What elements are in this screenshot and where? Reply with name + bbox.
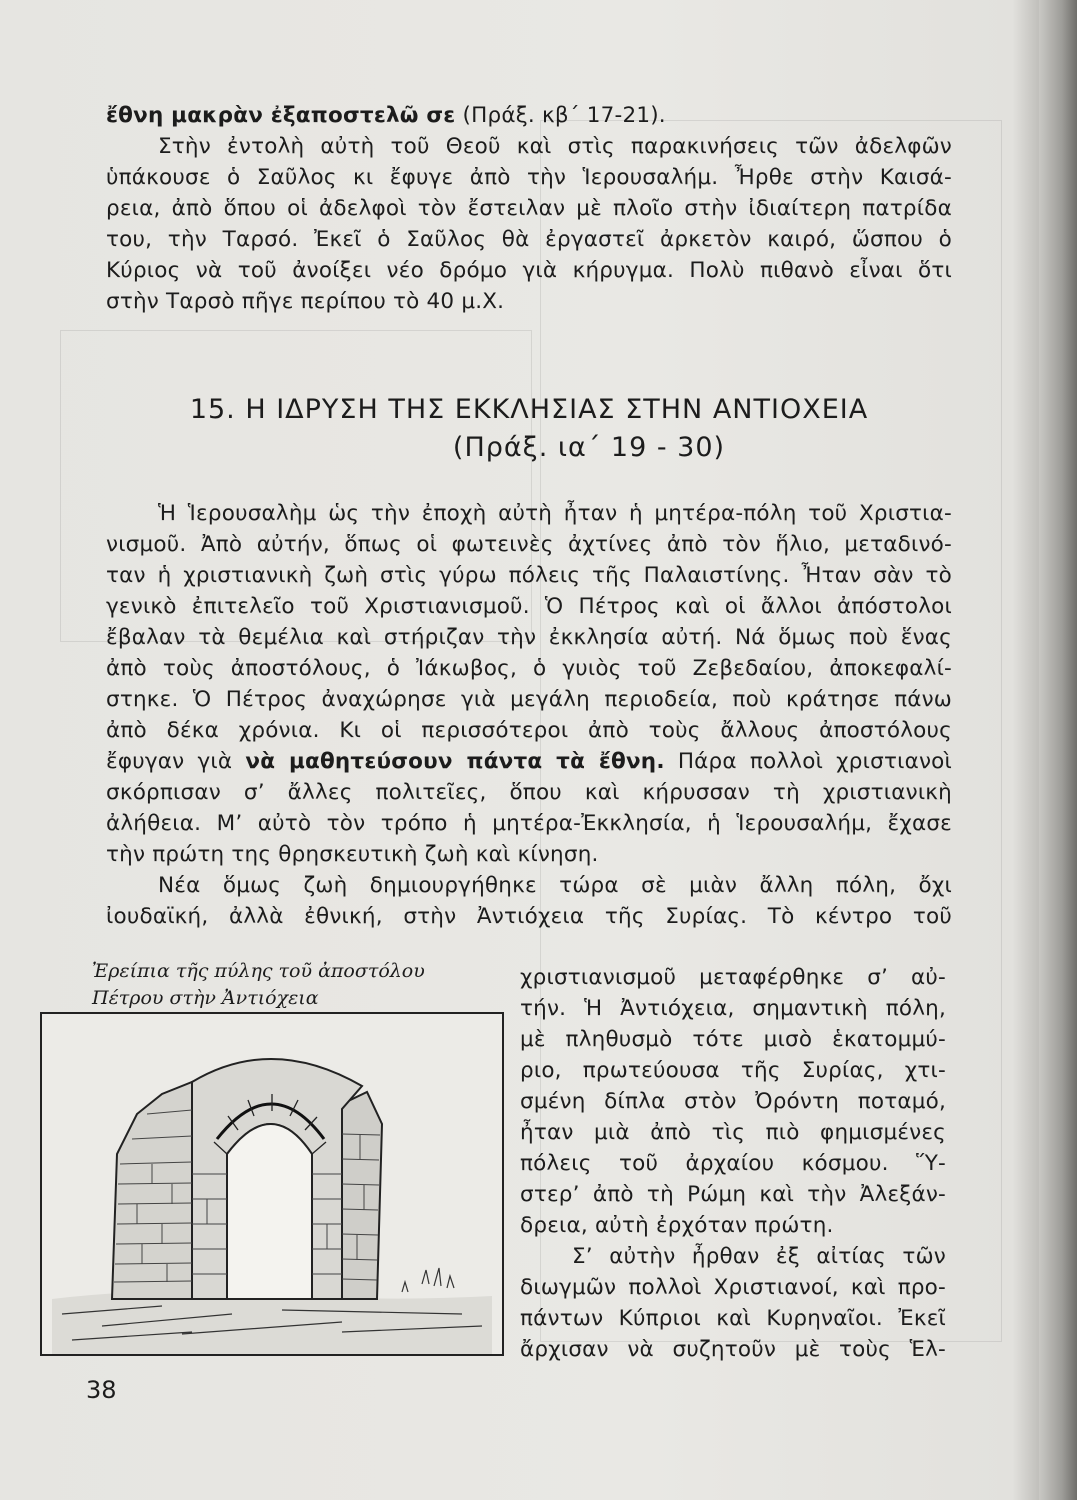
gate-ruins-illustration [40, 1012, 504, 1356]
body-paragraph [106, 498, 952, 932]
caption-line: Ἐρείπια τῆς πύλης τοῦ ἀποστόλου [92, 960, 425, 982]
paragraph-line: γενικὸ ἐπιτελεῖο τοῦ Χριστιανισμοῦ. Ὁ Πέτρος καὶ οἱ ἄλλοι ἀπόστολοι [106, 594, 952, 619]
paragraph-line: σκόρπισαν σ’ ἄλλες πολιτεῖες, ὅπου καὶ κήρυσσαν τὴ χριστιανικὴ [106, 780, 952, 805]
section-title: 15. Η ΙΔΡΥΣΗ ΤΗΣ ΕΚΚΛΗΣΙΑΣ ΣΤΗΝ ΑΝΤΙΟΧΕΙΑ [189, 394, 869, 425]
paragraph-line: Ἡ Ἱερουσαλὴμ ὡς τὴν ἐποχὴ αὐτὴ ἦταν ἡ μητέρα-πόλη τοῦ Χριστια- [158, 501, 952, 526]
caption-line: Πέτρου στὴν Ἀντιόχεια [92, 987, 319, 1009]
paragraph-line: χριστιανισμοῦ μεταφέρθηκε σ’ αὐ- [520, 965, 946, 990]
right-column [520, 962, 946, 1365]
paragraph-line: Νέα ὅμως ζωὴ δημιουργήθηκε τώρα σὲ μιὰν ἄλλη πόλη, ὄχι [158, 873, 952, 898]
arch-drawing [42, 1014, 502, 1354]
paragraph-line: μὲ πληθυσμὸ τότε μισὸ ἑκατομμύ- [520, 1027, 946, 1052]
bold-quote: νὰ μαθητεύσουν πάντα τὰ ἔθνη. [245, 749, 665, 774]
paragraph-line: στὴν Ταρσὸ πῆγε περίπου τὸ 40 μ.Χ. [106, 289, 505, 314]
paragraph-line: ταν ἡ χριστιανικὴ ζωὴ στὶς γύρω πόλεις τῆς Παλαιστίνης. Ἦταν σὰν τὸ [106, 563, 952, 588]
paragraph-line: σμένη δίπλα στὸν Ὀρόντη ποταμό, [520, 1089, 946, 1114]
paragraph-line: ρεια, ἀπὸ ὅπου οἱ ἀδελφοὶ τὸν ἔστειλαν μὲ πλοῖο στὴν ἰδιαίτερη πατρίδα [106, 196, 952, 221]
text-run: Πάρα πολλοὶ χριστιανοὶ [677, 749, 952, 774]
paragraph-line: Κύριος νὰ τοῦ ἀνοίξει νέο δρόμο γιὰ κήρυγμα. Πολὺ πιθανὸ εἶναι ὅτι [106, 258, 952, 283]
paragraph-line: του, τὴν Ταρσό. Ἐκεῖ ὁ Σαῦλος θὰ ἐργαστεῖ ἀρκετὸν καιρό, ὥσπου ὁ [106, 227, 952, 252]
paragraph-line: τὴν πρώτη της θρησκευτικὴ ζωὴ καὶ κίνηση. [106, 842, 599, 867]
figure-caption [92, 958, 492, 1012]
page-edge-shadow [1039, 0, 1077, 1500]
paragraph-line: διωγμῶν πολλοὶ Χριστιανοί, καὶ προ- [520, 1275, 946, 1300]
paragraph-line: ὑπάκουσε ὁ Σαῦλος κι ἔφυγε ἀπὸ τὴν Ἱερουσαλήμ. Ἦρθε στὴν Καισά- [106, 165, 952, 190]
paragraph-line: ἀλήθεια. Μ’ αὐτὸ τὸν τρόπο ἡ μητέρα-Ἐκκλησία, ἡ Ἱερουσαλήμ, ἔχασε [106, 811, 952, 836]
reference: (Πράξ. κβ΄ 17-21). [462, 103, 666, 128]
paragraph-line: πόλεις τοῦ ἀρχαίου κόσμου. Ὕ- [520, 1151, 946, 1176]
paragraph-line: Σ’ αὐτὴν ἦρθαν ἐξ αἰτίας τῶν [572, 1244, 946, 1269]
bold-quote: ἔθνη μακρὰν ἐξαποστελῶ σε [106, 103, 456, 128]
paragraph-line: τήν. Ἡ Ἀντιόχεια, σημαντικὴ πόλη, [520, 996, 946, 1021]
paragraph-line: ἰουδαϊκή, ἀλλὰ ἐθνική, στὴν Ἀντιόχεια τῆς Συρίας. Τὸ κέντρο τοῦ [106, 904, 952, 929]
paragraph-line: ἔβαλαν τὰ θεμέλια καὶ στήριζαν τὴν ἐκκλησία αὐτή. Νά ὅμως ποὺ ἕνας [106, 625, 952, 650]
paragraph-line [106, 746, 952, 777]
page-number: 38 [86, 1376, 117, 1404]
paragraph-line: νισμοῦ. Ἀπὸ αὐτήν, ὅπως οἱ φωτεινὲς ἀχτίνες ἀπὸ τὸν ἥλιο, μεταδινό- [106, 532, 952, 557]
paragraph-line: στερ’ ἀπὸ τὴ Ρώμη καὶ τὴν Ἀλεξάν- [520, 1182, 946, 1207]
paragraph-line: ἀπὸ τοὺς ἀποστόλους, ὁ Ἰάκωβος, ὁ γυιὸς τοῦ Ζεβεδαίου, ἀποκεφαλί- [106, 656, 952, 681]
paragraph-line: ἀπὸ δέκα χρόνια. Κι οἱ περισσότεροι ἀπὸ τοὺς ἄλλους ἀποστόλους [106, 718, 952, 743]
paragraph-line [106, 100, 952, 131]
section-subtitle: (Πράξ. ια΄ 19 - 30) [452, 432, 726, 463]
paragraph-line: ριο, πρωτεύουσα τῆς Συρίας, χτι- [520, 1058, 946, 1083]
top-paragraph [106, 100, 952, 317]
paragraph-line: Στὴν ἐντολὴ αὐτὴ τοῦ Θεοῦ καὶ στὶς παρακινήσεις τῶν ἀδελφῶν [158, 134, 952, 159]
paragraph-line: δρεια, αὐτὴ ἐρχόταν πρώτη. [520, 1213, 834, 1238]
paragraph-line: στηκε. Ὁ Πέτρος ἀναχώρησε γιὰ μεγάλη περιοδεία, ποὺ κράτησε πάνω [106, 687, 952, 712]
paragraph-line: ἦταν μιὰ ἀπὸ τὶς πιὸ φημισμένες [520, 1120, 946, 1145]
paragraph-line: ἄρχισαν νὰ συζητοῦν μὲ τοὺς Ἑλ- [520, 1337, 946, 1362]
paragraph-line: πάντων Κύπριοι καὶ Κυρηναῖοι. Ἐκεῖ [520, 1306, 946, 1331]
text-run: ἔφυγαν γιὰ [106, 749, 233, 774]
